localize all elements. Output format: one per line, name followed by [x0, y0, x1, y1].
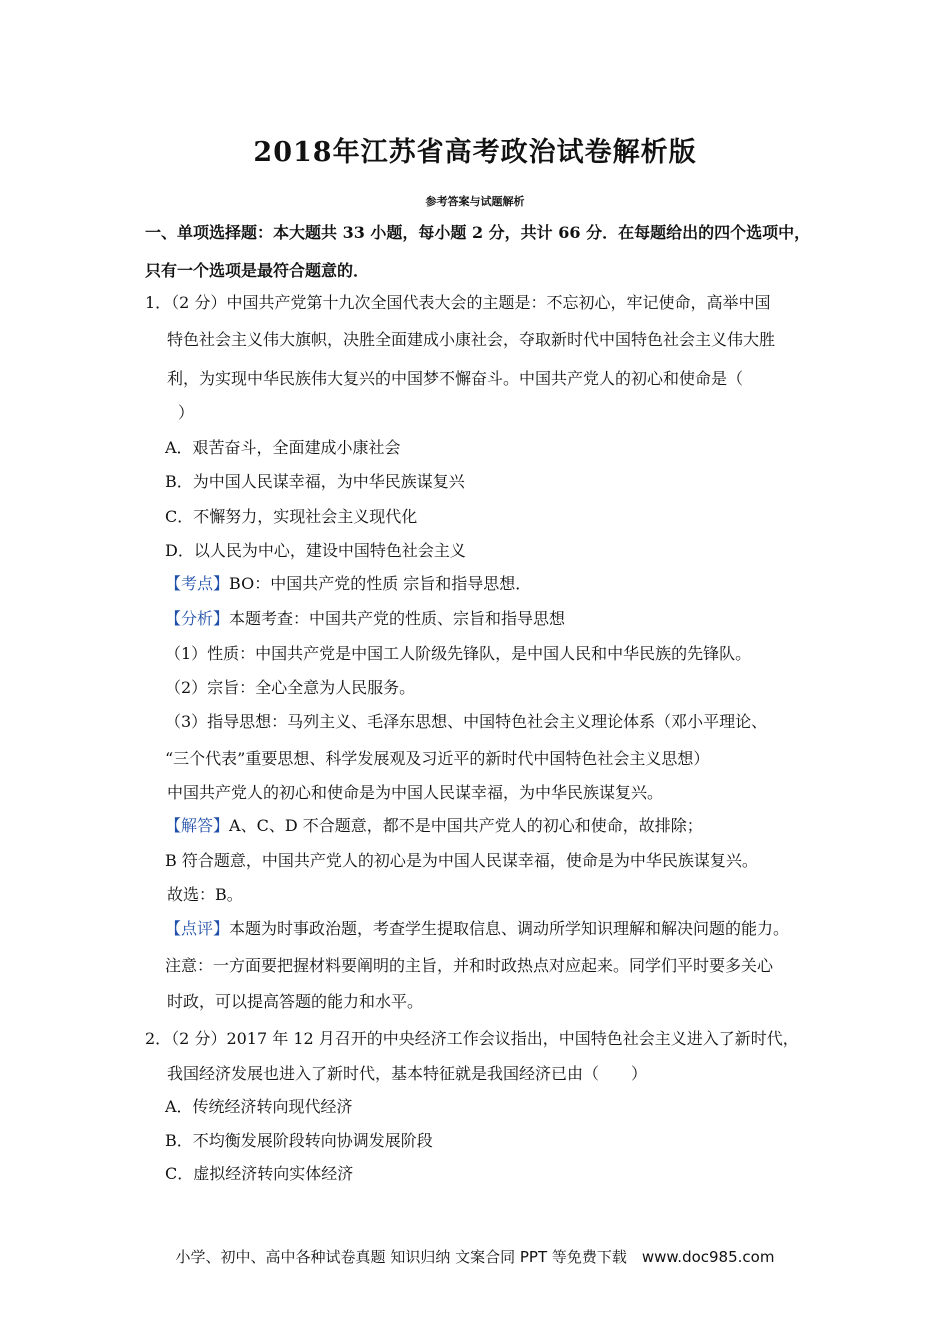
q1-option-a: A．艰苦奋斗，全面建成小康社会 [165, 438, 401, 457]
kaodian-tag: 【考点】 [165, 574, 230, 593]
q1-option-b: B．为中国人民谋幸福，为中华民族谋复兴 [165, 472, 465, 491]
q1-option-c: C．不懈努力，实现社会主义现代化 [165, 507, 418, 526]
q1-stem-line4: ） [178, 403, 195, 422]
page-footer: 小学、初中、高中各种试卷真题 知识归纳 文案合同 PPT 等免费下载 www.doc985.com [175, 1248, 775, 1266]
q1-option-d: D．以人民为中心，建设中国特色社会主义 [165, 541, 466, 560]
q1-stem-line2: 特色社会主义伟大旗帜，决胜全面建成小康社会，夺取新时代中国特色社会主义伟大胜 [167, 330, 776, 349]
q1-dianping [165, 918, 789, 940]
q1-analysis-line3: （3）指导思想：马列主义、毛泽东思想、中国特色社会主义理论体系（邓小平理论、 [165, 712, 768, 731]
q2-option-b: B．不均衡发展阶段转向协调发展阶段 [165, 1131, 433, 1150]
q1-kaodian [165, 573, 531, 595]
q1-fenxi [165, 608, 565, 630]
page-subtitle: 参考答案与试题解析 [425, 195, 525, 208]
jieda-text: A、C、D 不合题意，都不是中国共产党人的初心和使命，故排除； [229, 816, 703, 835]
kaodian-text: BO：中国共产党的性质 宗旨和指导思想． [229, 574, 532, 593]
section-heading-line1: 一、单项选择题：本大题共 33 小题，每小题 2 分，共计 66 分．在每题给出的四个选项中， [145, 223, 811, 242]
q1-stem-line3: 利，为实现中华民族伟大复兴的中国梦不懈奋斗。中国共产党人的初心和使命是（ [167, 369, 744, 388]
q1-answer-line3: 故选：B。 [167, 885, 243, 904]
q1-analysis-line4: “三个代表”重要思想、科学发展观及习近平的新时代中国特色社会主义思想） [165, 749, 710, 768]
q1-jieda [165, 815, 703, 837]
q1-answer-line2: B 符合题意，中国共产党人的初心是为中国人民谋幸福，使命是为中华民族谋复兴。 [165, 851, 758, 870]
q1-analysis-line5: 中国共产党人的初心和使命是为中国人民谋幸福，为中华民族谋复兴。 [167, 783, 664, 802]
q1-comment-line3: 时政，可以提高答题的能力和水平。 [167, 992, 424, 1011]
q1-stem-line1: 1．（2 分）中国共产党第十九次全国代表大会的主题是：不忘初心，牢记使命，高举中国 [145, 293, 771, 312]
q2-stem-line2: 我国经济发展也进入了新时代，基本特征就是我国经济已由（ ） [167, 1064, 648, 1083]
q1-analysis-line2: （2）宗旨：全心全意为人民服务。 [165, 678, 416, 697]
q2-stem-line1: 2．（2 分）2017 年 12 月召开的中央经济工作会议指出，中国特色社会主义进入了新时代， [145, 1029, 799, 1048]
fenxi-text: 本题考查：中国共产党的性质、宗旨和指导思想 [229, 609, 566, 628]
jieda-tag: 【解答】 [165, 816, 230, 835]
dianping-tag: 【点评】 [165, 919, 230, 938]
q2-option-c: C．虚拟经济转向实体经济 [165, 1164, 354, 1183]
q1-comment-line2: 注意：一方面要把握材料要阐明的主旨，并和时政热点对应起来。同学们平时要多关心 [165, 956, 774, 975]
q2-option-a: A．传统经济转向现代经济 [165, 1097, 353, 1116]
dianping-text: 本题为时事政治题，考查学生提取信息、调动所学知识理解和解决问题的能力。 [229, 919, 790, 938]
q1-analysis-line1: （1）性质：中国共产党是中国工人阶级先锋队，是中国人民和中华民族的先锋队。 [165, 644, 752, 663]
fenxi-tag: 【分析】 [165, 609, 230, 628]
section-heading-line2: 只有一个选项是最符合题意的． [145, 261, 370, 280]
page-title: 2018年江苏省高考政治试卷解析版 [253, 137, 697, 168]
